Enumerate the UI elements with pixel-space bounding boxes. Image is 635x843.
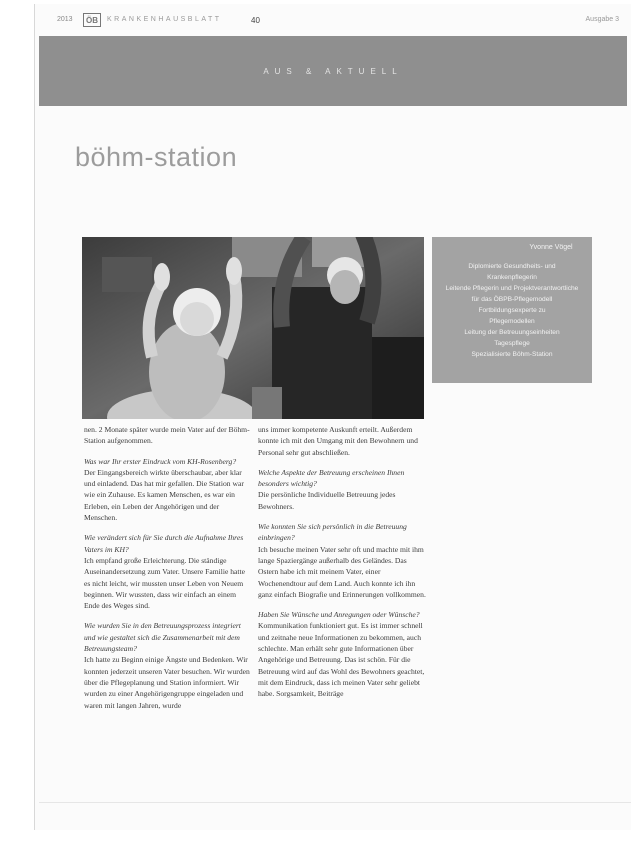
body-paragraph: Der Eingangsbereich wirkte überschaubar, aber klar und einladend. Das hat mir gefallen. Die Station war wie ein Zuhause. Es kamen Menschen, es war ein Erleben, ein Leben der Angehörigen und der Menschen. [84, 467, 244, 523]
profile-line: Spezialisierte Böhm-Station [471, 351, 553, 358]
body-paragraph: uns immer kompetente Auskunft erteilt. Außerdem konnte ich mit den Umgang mit den Bewohnern und Personal sehr gut abschließen. [258, 425, 418, 457]
profile-line: Fortbildungsexperte zu [478, 307, 546, 314]
profile-box [432, 237, 592, 383]
interview-question: Wie wurden Sie in den Betreuungsprozess integriert und wie gestaltet sich die Zusammenarbeit mit dem Betreuungsteam? [84, 621, 241, 654]
page-bottom-rule [39, 802, 631, 803]
text-column-left [84, 424, 252, 711]
body-paragraph: Ich besuche meinen Vater sehr oft und machte mit ihm lange Spaziergänge außerhalb des Geländes. Das Ostern habe ich mit meinem Vater, einer Wochenendtour auf dem Land. Auch konnte ich ihn ganz einfach Biografie und Erinnerungen vollkommen. [258, 544, 426, 599]
section-banner [39, 36, 627, 106]
interview-question: Wie verändert sich für Sie durch die Aufnahme Ihres Vaters im KH? [84, 533, 244, 554]
interview-question: Welche Aspekte der Betreuung erscheinen Ihnen besonders wichtig? [258, 467, 405, 489]
section-banner-text: AUS & AKTUELL [263, 67, 403, 76]
profile-details [432, 261, 592, 360]
issue-label: Ausgabe 3 [585, 16, 619, 23]
elderly-couple-cheering-image [82, 237, 424, 419]
profile-line: Tagespflege [494, 340, 530, 347]
profile-name: Yvonne Vögel [529, 244, 573, 251]
magazine-name: KRANKENHAUSBLATT [107, 16, 222, 23]
body-paragraph: nen. 2 Monate später wurde mein Vater auf der Böhm-Station aufgenommen. [84, 425, 250, 446]
magazine-logo: ÖB [83, 13, 101, 27]
page-number: 40 [251, 16, 260, 25]
profile-line: für das ÖBPB-Pflegemodell [471, 296, 553, 303]
text-column-right [258, 424, 426, 700]
magazine-page [34, 4, 631, 830]
profile-line: Leitung der Betreuungseinheiten [464, 329, 560, 336]
interview-question: Was war Ihr erster Eindruck vom KH-Rosenberg? [84, 456, 237, 466]
profile-line: Diplomierte Gesundheits- und [468, 263, 556, 270]
header-year: 2013 [57, 16, 73, 23]
profile-line: Leitende Pflegerin und Projektverantwortliche [445, 285, 579, 292]
body-paragraph: Ich hatte zu Beginn einige Ängste und Bedenken. Wir konnten jederzeit unseren Vater besuchen. Wir wurden über die Pflegeplanung und Station informiert. Wir wurden zu einer Angehörigengruppe eingeladen und waren mit langen Jahren, wurde [84, 655, 250, 710]
page-header [35, 12, 631, 30]
profile-line: Pflegemodellen [489, 318, 535, 325]
body-paragraph: Ich empfand große Erleichterung. Die ständige Auseinandersetzung zum Vater. Unsere Familie hatte es nicht leicht, wir mussten unser Leben von Neuem beginnen. Wir wussten, dass wir einfach an einem Ende des Weges sind. [84, 555, 245, 611]
body-paragraph: Die persönliche Individuelle Betreuung jedes Bewohners. [258, 490, 396, 511]
interview-question: Wie konnten Sie sich persönlich in die Betreuung einbringen? [258, 522, 407, 543]
body-paragraph: Kommunikation funktioniert gut. Es ist immer schnell und zeitnahe neue Informationen zu bekommen, auch schlechte. Man erhält sehr gute Informationen über Angehörige und Betreuung. Das ist schön. Für die Betreuung wird auf das Wohl des Bewohners geachtet, mit dem Eindruck, dass ich meinen Vater sehr geliebt habe. Sorgsamkeit, Beiträge [258, 621, 425, 699]
profile-line: Krankenpflegerin [487, 274, 537, 281]
article-title: böhm-station [75, 142, 238, 172]
article-photo [82, 237, 424, 419]
interview-question: Haben Sie Wünsche und Anregungen oder Wünsche? [258, 610, 420, 620]
